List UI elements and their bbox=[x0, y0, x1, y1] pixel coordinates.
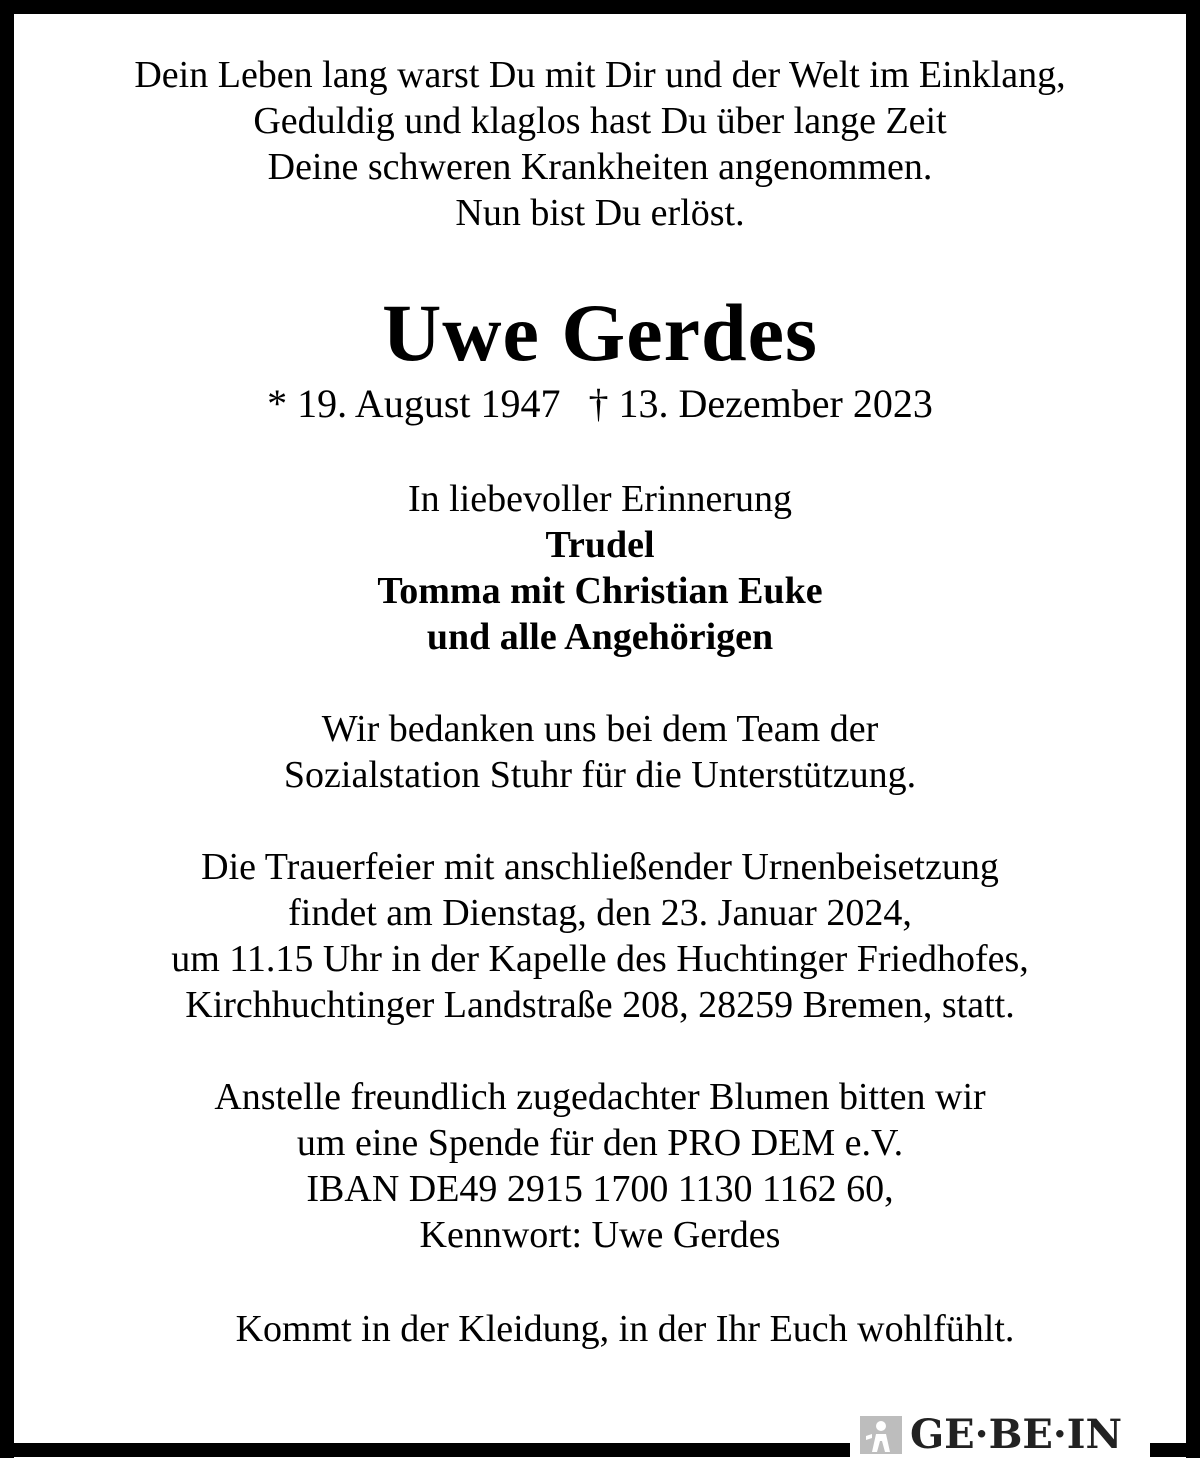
ceremony-line: Die Trauerfeier mit anschließender Urnenbeisetzung bbox=[201, 846, 999, 888]
closing-line: Kommt in der Kleidung, in der Ihr Euch wohlfühlt. bbox=[235, 1308, 1015, 1350]
gebein-figure-icon bbox=[858, 1414, 904, 1456]
ceremony-line: findet am Dienstag, den 23. Januar 2024, bbox=[288, 892, 912, 934]
donation-line: Anstelle freundlich zugedachter Blumen bitten wir bbox=[214, 1076, 986, 1118]
gebein-logo-text: GE·BE·IN bbox=[910, 1411, 1123, 1458]
donation-line: IBAN DE49 2915 1700 1130 1162 60, bbox=[306, 1168, 894, 1210]
ceremony-line: Kirchhuchtinger Landstraße 208, 28259 Bremen, statt. bbox=[185, 984, 1015, 1026]
poem-line: Nun bist Du erlöst. bbox=[455, 192, 745, 234]
donation-line: Kennwort: Uwe Gerdes bbox=[419, 1214, 781, 1256]
ceremony-line: um 11.15 Uhr in der Kapelle des Huchtinger Friedhofes, bbox=[171, 938, 1029, 980]
death-date: † 13. Dezember 2023 bbox=[588, 381, 933, 426]
mourner-name: Trudel bbox=[545, 524, 655, 566]
mourners-block bbox=[14, 476, 1186, 660]
mourner-name: und alle Angehörigen bbox=[426, 616, 774, 658]
poem-line: Dein Leben lang warst Du mit Dir und der Welt im Einklang, bbox=[134, 54, 1066, 96]
poem-line: Geduldig und klaglos hast Du über lange Zeit bbox=[253, 100, 947, 142]
donation-block bbox=[14, 1074, 1186, 1258]
poem-line: Deine schweren Krankheiten angenommen. bbox=[267, 146, 933, 188]
deceased-name: Uwe Gerdes bbox=[382, 287, 818, 378]
birth-date: * 19. August 1947 bbox=[267, 381, 561, 426]
life-dates bbox=[14, 380, 1186, 428]
bottom-border-right bbox=[1150, 1443, 1200, 1457]
gebein-logo bbox=[858, 1412, 1148, 1458]
closing-block bbox=[14, 1306, 1186, 1352]
donation-line: um eine Spende für den PRO DEM e.V. bbox=[296, 1122, 904, 1164]
mourners-intro: In liebevoller Erinnerung bbox=[407, 478, 793, 520]
bottom-border-left bbox=[0, 1443, 850, 1457]
mourner-name: Tomma mit Christian Euke bbox=[377, 570, 823, 612]
thanks-line: Wir bedanken uns bei dem Team der bbox=[321, 708, 879, 750]
thanks-line: Sozialstation Stuhr für die Unterstützung. bbox=[283, 754, 917, 796]
obituary-content bbox=[14, 14, 1186, 1352]
ceremony-block bbox=[14, 844, 1186, 1028]
poem bbox=[14, 52, 1186, 236]
thanks-block bbox=[14, 706, 1186, 798]
